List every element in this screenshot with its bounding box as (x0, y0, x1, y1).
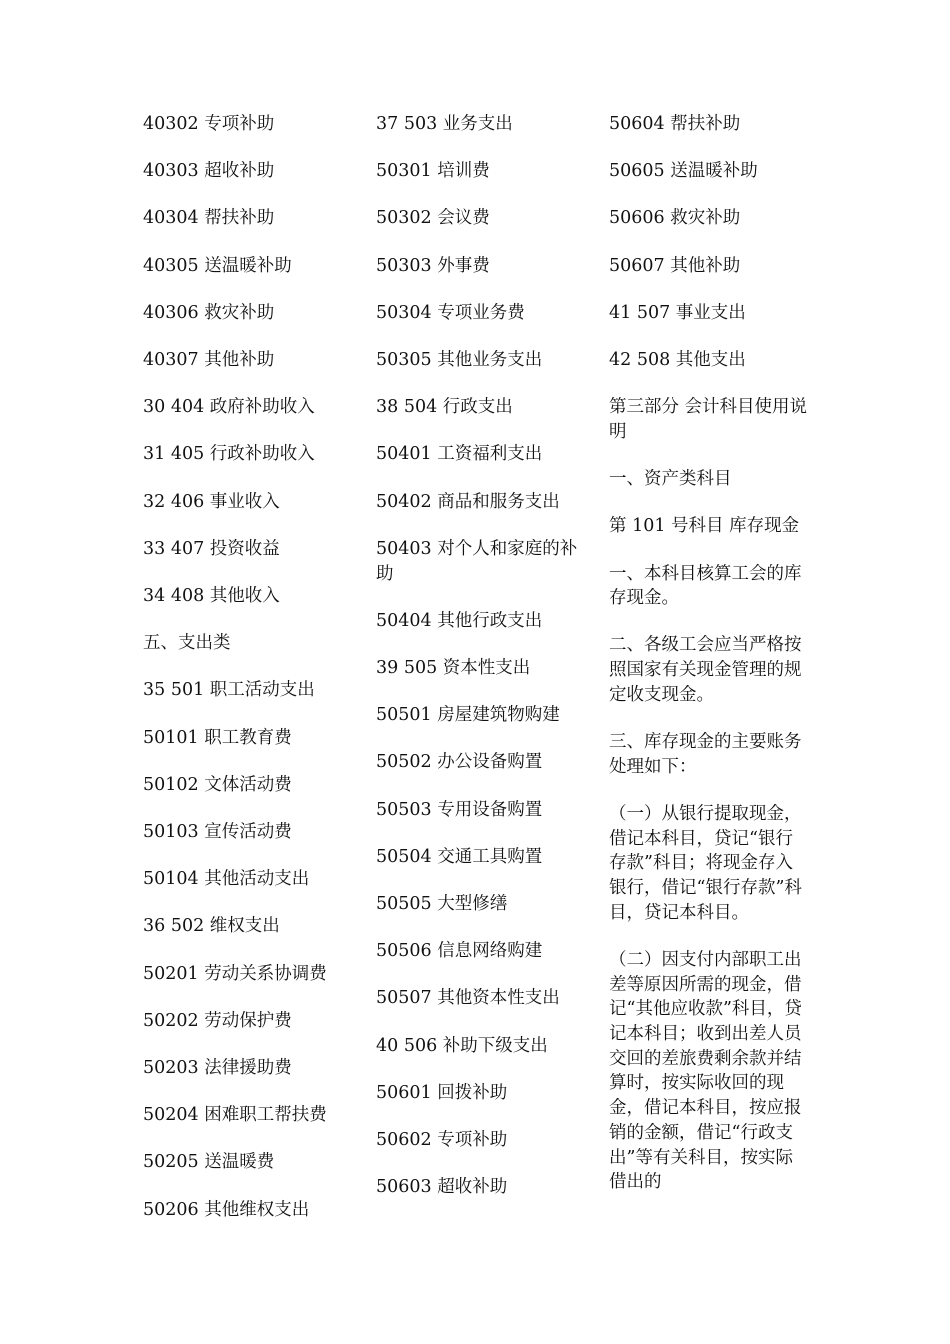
account-entry: 50604 帮扶补助 (609, 114, 741, 134)
account-entry: 50503 专用设备购置 (376, 799, 543, 820)
body-paragraph: 一、本科目核算工会的库存现金。 (609, 563, 802, 609)
account-entry: 50605 送温暖补助 (609, 161, 758, 182)
account-entry: 50206 其他维权支出 (143, 1199, 310, 1220)
account-entry: 40302 专项补助 (143, 114, 275, 134)
account-entry: 50203 法律援助费 (143, 1058, 292, 1079)
account-entry: 50103 宣传活动费 (143, 822, 292, 843)
account-entry: 50101 职工教育费 (143, 727, 292, 748)
section-heading: 一、资产类科目 (609, 469, 732, 490)
account-entry: 50104 其他活动支出 (143, 869, 310, 890)
account-entry: 38 504 行政支出 (376, 397, 513, 418)
account-entry: 50502 办公设备购置 (376, 752, 543, 773)
account-entry: 50401 工资福利支出 (376, 444, 543, 465)
account-entry: 50205 送温暖费 (143, 1152, 275, 1173)
account-entry: 50501 房屋建筑物购建 (376, 705, 560, 726)
account-entry: 40305 送温暖补助 (143, 255, 292, 276)
body-paragraph: 二、各级工会应当严格按照国家有关现金管理的规定收支现金。 (609, 635, 802, 705)
section-heading: 五、支出类 (143, 633, 231, 654)
body-paragraph: （二）因支付内部职工出差等原因所需的现金，借记“其他应收款”科目，贷记本科目；收到出差人员交回的差旅费剩余款并结算时，按实际收回的现金，借记本科目，按应报销的金额，借记“行政支出”等有关科目，按实际借出的 (609, 949, 802, 1193)
text-column-1 (143, 112, 358, 1245)
account-entry: 41 507 事业支出 (609, 302, 746, 323)
account-entry: 50606 救灾补助 (609, 208, 741, 229)
account-entry: 37 503 业务支出 (376, 114, 513, 134)
account-entry: 35 501 职工活动支出 (143, 680, 315, 701)
account-entry: 50602 专项补助 (376, 1129, 508, 1150)
account-entry: 50507 其他资本性支出 (376, 988, 560, 1009)
body-paragraph: 三、库存现金的主要账务处理如下： (609, 732, 802, 777)
account-entry: 50504 交通工具购置 (376, 846, 543, 867)
account-entry: 50506 信息网络购建 (376, 941, 543, 962)
account-entry: 40304 帮扶补助 (143, 208, 275, 229)
account-entry: 31 405 行政补助收入 (143, 444, 315, 465)
account-entry: 32 406 事业收入 (143, 491, 280, 512)
account-entry: 50403 对个人和家庭的补助 (376, 538, 578, 584)
account-entry: 40 506 补助下级支出 (376, 1035, 548, 1056)
account-entry: 36 502 维权支出 (143, 916, 280, 937)
account-entry: 50402 商品和服务支出 (376, 491, 560, 512)
part-heading: 第三部分 会计科目使用说明 (609, 397, 808, 442)
account-entry: 30 404 政府补助收入 (143, 397, 315, 418)
account-entry: 50607 其他补助 (609, 255, 741, 276)
account-entry: 50204 困难职工帮扶费 (143, 1105, 327, 1126)
account-entry: 40303 超收补助 (143, 161, 275, 182)
account-entry: 50301 培训费 (376, 161, 490, 182)
account-entry: 50603 超收补助 (376, 1177, 508, 1198)
subject-heading: 第 101 号科目 库存现金 (609, 516, 800, 537)
account-entry: 50404 其他行政支出 (376, 610, 543, 631)
account-entry: 50303 外事费 (376, 255, 490, 276)
account-entry: 33 407 投资收益 (143, 538, 280, 559)
text-column-2 (376, 112, 591, 1222)
account-entry: 42 508 其他支出 (609, 350, 746, 371)
account-entry: 50305 其他业务支出 (376, 350, 543, 371)
text-column-3 (609, 112, 809, 1218)
account-entry: 50201 劳动关系协调费 (143, 963, 327, 984)
account-entry: 50102 文体活动费 (143, 774, 292, 795)
account-entry: 50202 劳动保护费 (143, 1010, 292, 1031)
body-paragraph: （一）从银行提取现金，借记本科目，贷记“银行存款”科目；将现金存入银行，借记“银行存款”科目，贷记本科目。 (609, 803, 802, 923)
account-entry: 50505 大型修缮 (376, 893, 508, 914)
account-entry: 39 505 资本性支出 (376, 657, 531, 678)
account-entry: 34 408 其他收入 (143, 586, 280, 607)
account-entry: 40306 救灾补助 (143, 302, 275, 323)
account-entry: 50304 专项业务费 (376, 302, 525, 323)
account-entry: 40307 其他补助 (143, 350, 275, 371)
account-entry: 50302 会议费 (376, 208, 490, 229)
account-entry: 50601 回拨补助 (376, 1082, 508, 1103)
